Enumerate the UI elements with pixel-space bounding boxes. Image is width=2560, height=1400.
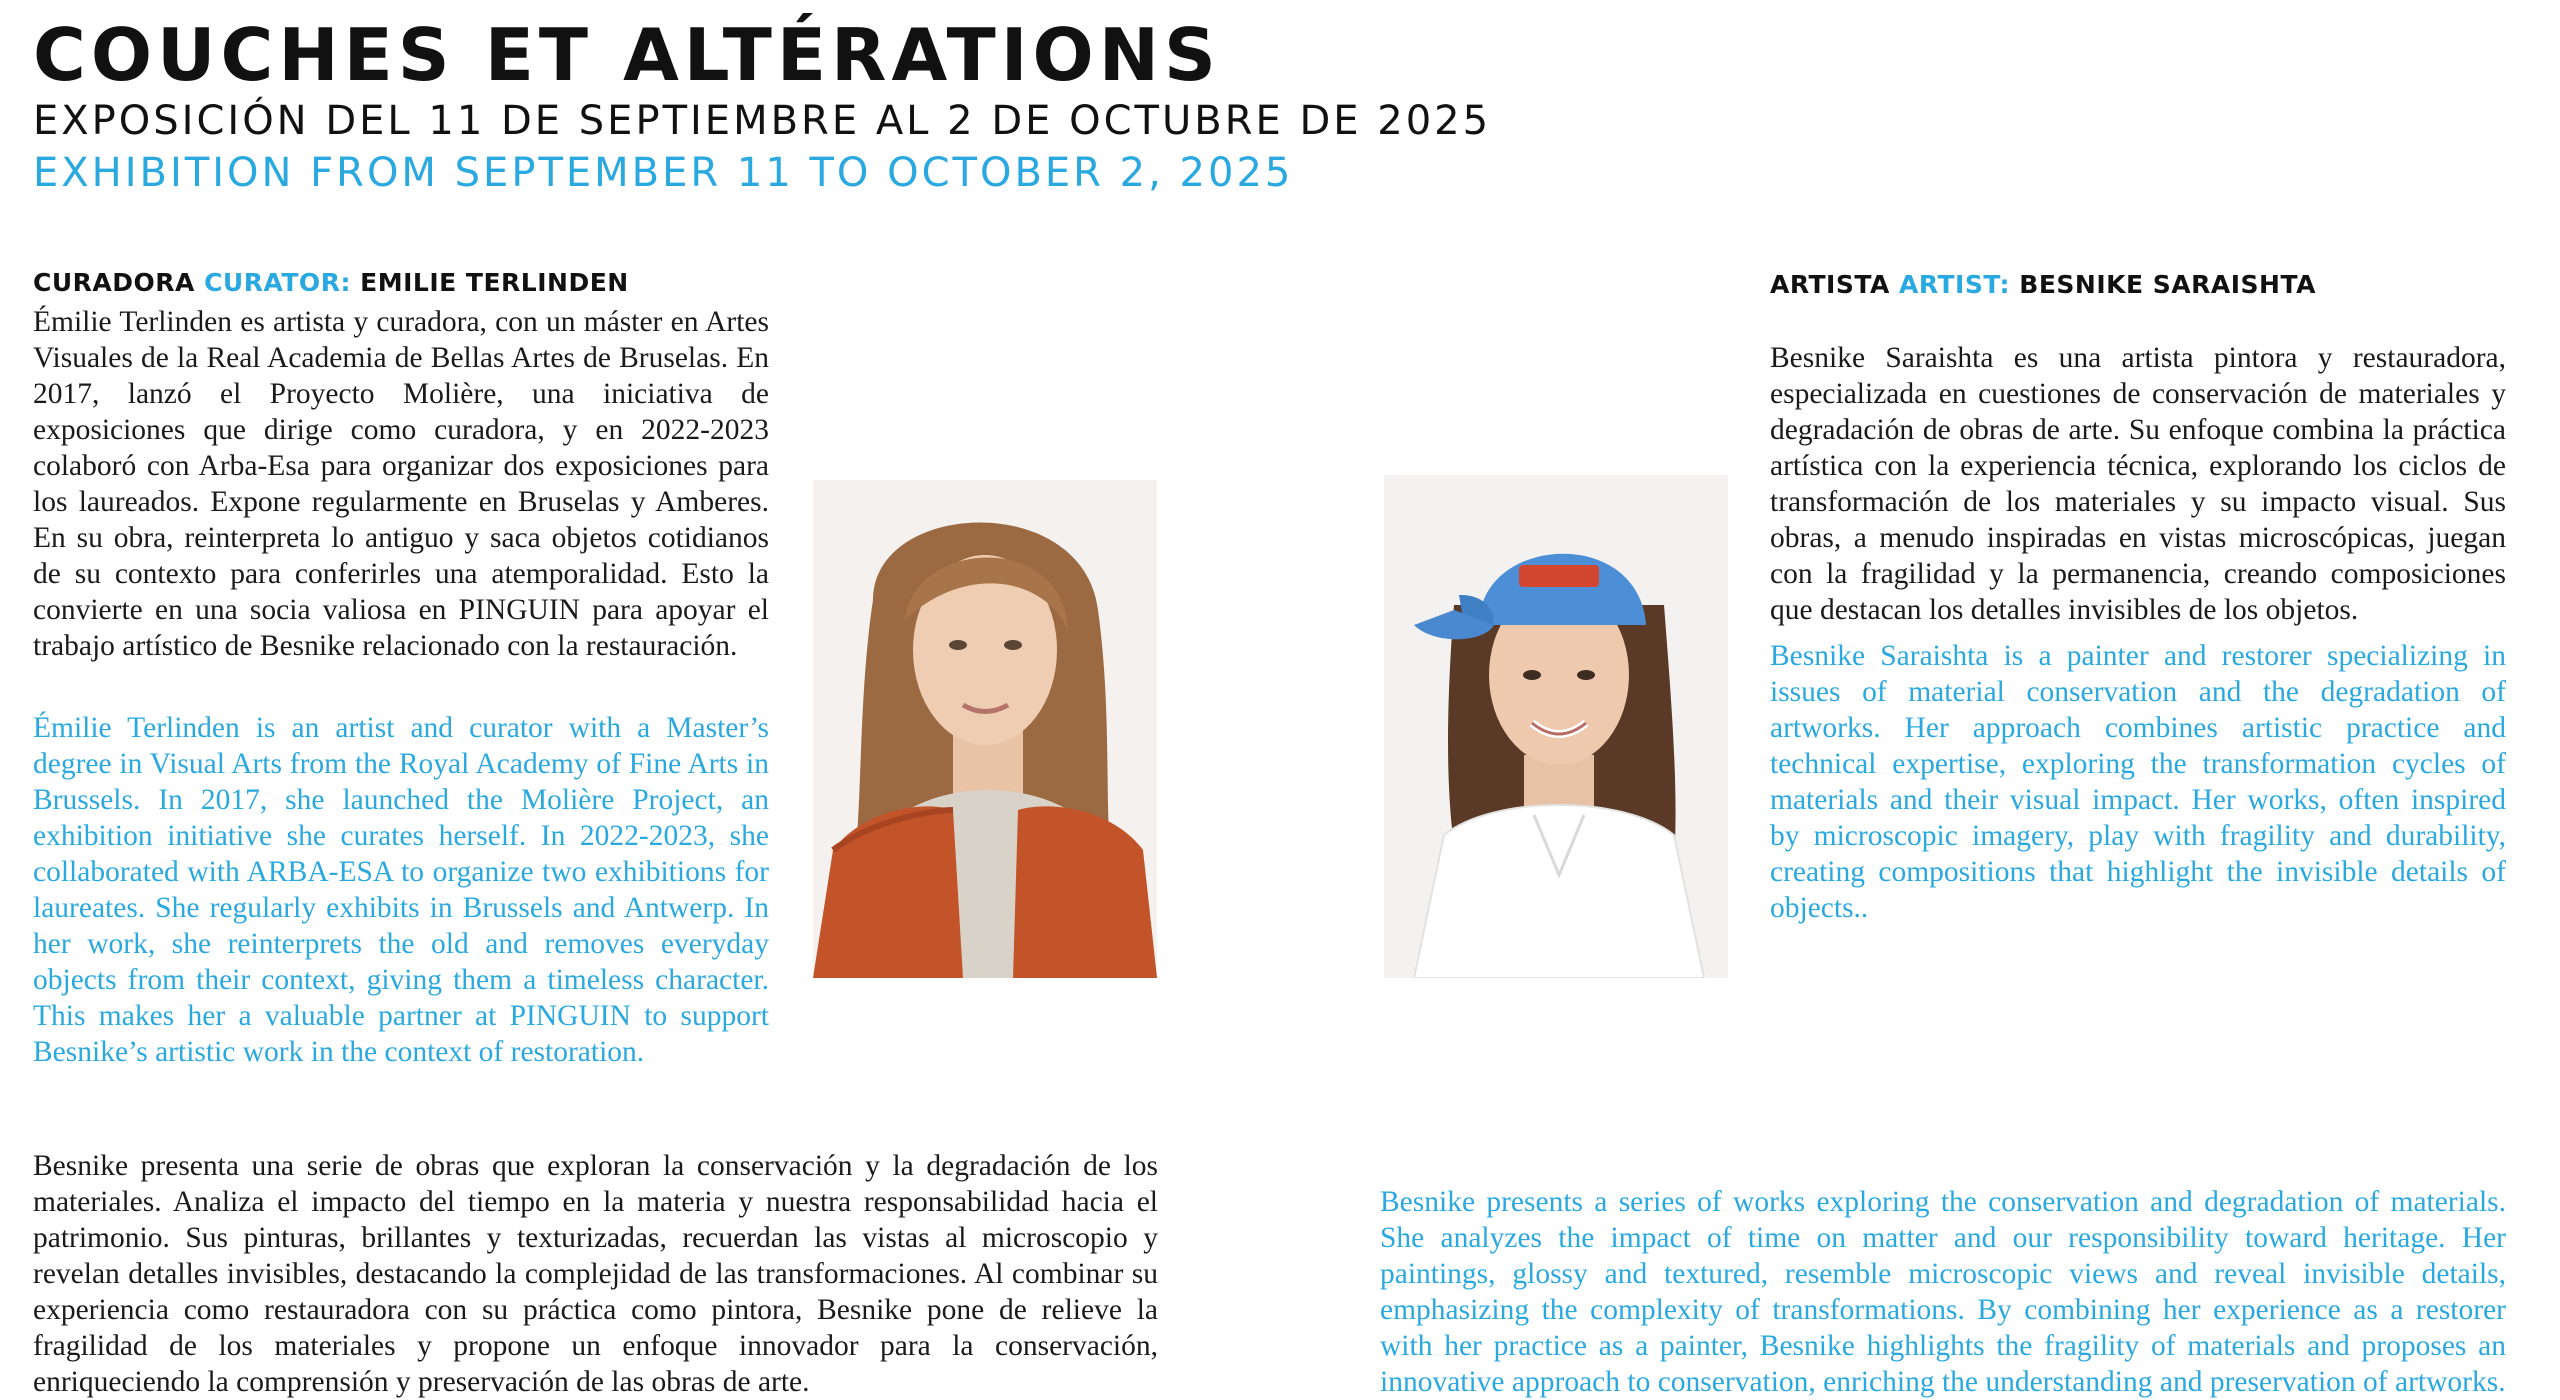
artist-bio-es: Besnike Saraishta es una artista pintora y restauradora, especializada en cuestiones de conservación de materiales y degradación de obras de arte. Su enfoque combina la práctica artística con la experiencia técnica, explorando los ciclos de transformación de los materiales y su impacto visual. Sus obras, a menudo inspiradas en vistas microscópicas, juegan con la fragilidad y la permanencia, creando composiciones que destacan los detalles invisibles de los objetos.	[1770, 342, 2506, 626]
artist-name: BESNIKE SARAISHTA	[2019, 270, 2316, 299]
artist-heading	[1770, 268, 2316, 302]
exhibition-text-en: Besnike presents a series of works exploring the conservation and degradation of materials. She analyzes the impact of time on matter and our responsibility toward heritage. Her paintings, glossy and textured, resemble microscopic views and reveal invisible details, emphasizing the complexity of transformations. By combining her experience as a restorer with her practice as a painter, Besnike highlights the fragility of materials and proposes an innovative approach to conservation, enriching the understanding and preservation of artworks.	[1380, 1186, 2506, 1398]
subtitle-spanish: EXPOSICIÓN DEL 11 DE SEPTIEMBRE AL 2 DE OCTUBRE DE 2025	[33, 98, 1492, 144]
curator-portrait-photo	[813, 480, 1157, 978]
curator-heading	[33, 266, 629, 300]
curator-role-es: CURADORA	[33, 268, 195, 297]
artist-role-es: ARTISTA	[1770, 270, 1890, 299]
artist-portrait-photo	[1384, 475, 1728, 978]
artist-bio-en: Besnike Saraishta is a painter and restorer specializing in issues of material conservation and the degradation of artworks. Her approach combines artistic practice and technical expertise, exploring the transformation cycles of materials and their visual impact. Her works, often inspired by microscopic imagery, play with fragility and durability, creating compositions that highlight the invisible details of objects..	[1770, 640, 2506, 924]
curator-bio-en: Émilie Terlinden is an artist and curator with a Master’s degree in Visual Arts from the Royal Academy of Fine Arts in Brussels. In 2017, she launched the Molière Project, an exhibition initiative she curates herself. In 2022-2023, she collaborated with ARBA-ESA to organize two exhibitions for laureates. She regularly exhibits in Brussels and Antwerp. In her work, she reinterprets the old and removes everyday objects from their context, giving them a timeless character. This makes her a valuable partner at PINGUIN to support Besnike’s artistic work in the context of restoration.	[33, 712, 769, 1068]
page-title: COUCHES ET ALTÉRATIONS	[33, 13, 1221, 97]
curator-role-en: CURATOR:	[204, 268, 351, 297]
exhibition-text-es: Besnike presenta una serie de obras que exploran la conservación y la degradación de los materiales. Analiza el impacto del tiempo en la materia y nuestra responsabilidad hacia el patrimonio. Sus pinturas, brillantes y texturizadas, recuerdan las vistas al microscopio y revelan detalles invisibles, destacando la complejidad de las transformaciones. Al combinar su experiencia como restauradora con su práctica como pintora, Besnike pone de relieve la fragilidad de los materiales y propone un enfoque innovador para la conservación, enriqueciendo la comprensión y preservación de las obras de arte.	[33, 1150, 1158, 1398]
curator-name: EMILIE TERLINDEN	[360, 268, 629, 297]
subtitle-english: EXHIBITION FROM SEPTEMBER 11 TO OCTOBER 2, 2025	[33, 150, 1294, 196]
curator-bio-es: Émilie Terlinden es artista y curadora, con un máster en Artes Visuales de la Real Academia de Bellas Artes de Bruselas. En 2017, lanzó el Proyecto Molière, una iniciativa de exposiciones que dirige como curadora, y en 2022-2023 colaboró con Arba-Esa para organizar dos exposiciones para los laureados. Expone regularmente en Bruselas y Amberes. En su obra, reinterpreta lo antiguo y saca objetos cotidianos de su contexto para conferirles una atemporalidad. Esto la convierte en una socia valiosa en PINGUIN para apoyar el trabajo artístico de Besnike relacionado con la restauración.	[33, 306, 769, 662]
artist-role-en: ARTIST:	[1899, 270, 2011, 299]
